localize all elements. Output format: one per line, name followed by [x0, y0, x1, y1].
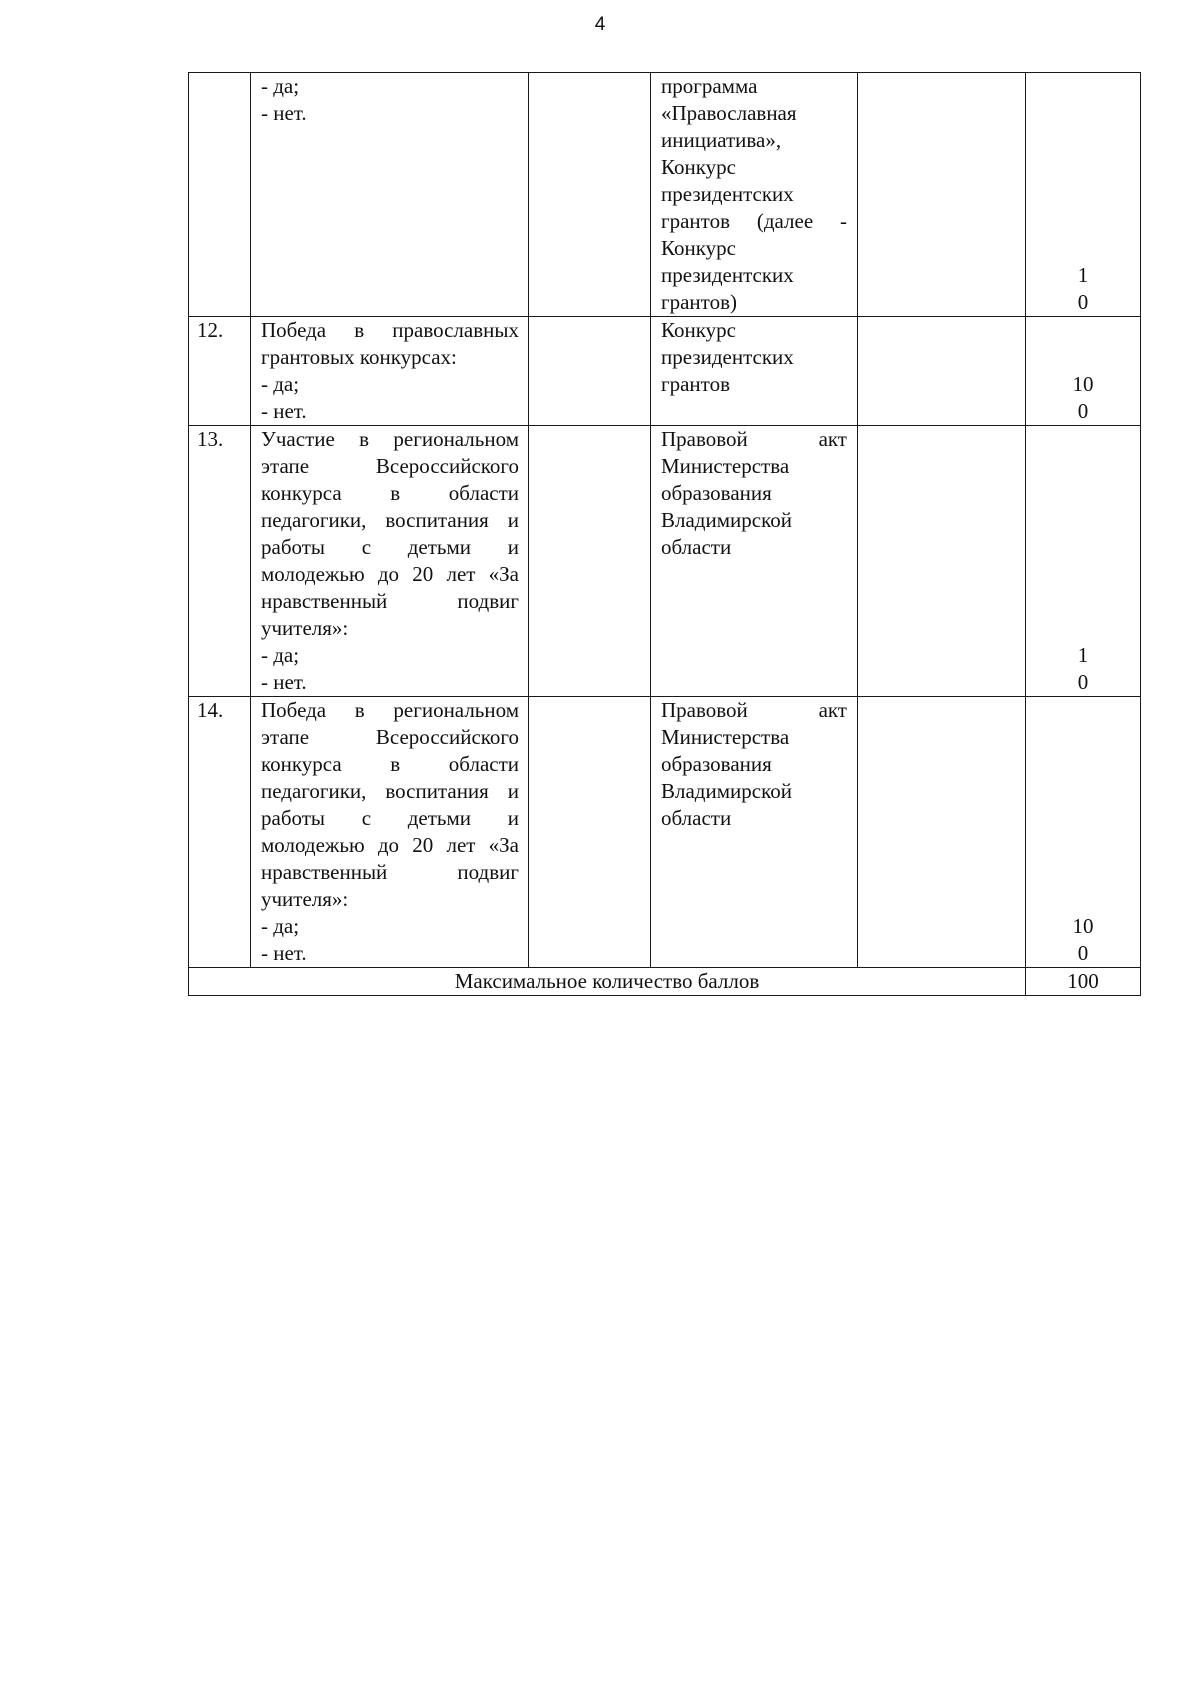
source-line: президентских — [661, 263, 794, 287]
criterion-source — [651, 73, 858, 317]
source-line: образования — [661, 481, 772, 505]
source-line: области — [661, 535, 732, 559]
score-no: 0 — [1077, 941, 1089, 965]
desc-line: нравственный подвиг — [261, 589, 519, 613]
source-line: Правовой акт — [661, 427, 847, 451]
table-row — [189, 697, 1141, 968]
empty-cell — [529, 697, 651, 968]
source-line: Правовой акт — [661, 698, 847, 722]
score-yes: 1 — [1077, 643, 1089, 667]
total-label: Максимальное количество баллов — [189, 968, 1026, 996]
desc-line: этапе Всероссийского — [261, 725, 519, 749]
score-yes: 1 — [1077, 263, 1089, 287]
score-no: 0 — [1077, 290, 1089, 314]
source-line: грантов — [661, 372, 730, 396]
desc-line: молодежью до 20 лет «За — [261, 562, 519, 586]
empty-cell — [858, 697, 1026, 968]
source-line: Конкурс — [661, 318, 736, 342]
source-line: области — [661, 806, 732, 830]
source-line: Владимирской — [661, 508, 792, 532]
total-value: 100 — [1026, 968, 1141, 996]
total-row — [189, 968, 1141, 996]
page-number: 4 — [594, 14, 606, 35]
row-number: 13. — [189, 426, 251, 697]
desc-line: нравственный подвиг — [261, 860, 519, 884]
source-line: программа — [661, 74, 758, 98]
desc-line: - нет. — [261, 670, 307, 694]
source-line: грантов) — [661, 290, 737, 314]
criterion-description — [251, 426, 529, 697]
desc-line: Победа в православных — [261, 318, 519, 342]
criterion-description — [251, 317, 529, 426]
table-row — [189, 426, 1141, 697]
empty-cell — [529, 317, 651, 426]
source-line: грантов (далее - — [661, 209, 847, 233]
desc-line: учителя»: — [261, 616, 349, 640]
desc-line: - нет. — [261, 941, 307, 965]
score-cell — [1026, 317, 1141, 426]
criteria-table — [188, 72, 1141, 996]
desc-line: работы с детьми и — [261, 806, 519, 830]
desc-line: грантовых конкурсах: — [261, 345, 457, 369]
desc-line: - нет. — [261, 399, 307, 423]
empty-cell — [858, 426, 1026, 697]
source-line: Министерства — [661, 454, 790, 478]
desc-line: конкурса в области — [261, 752, 519, 776]
desc-line: - да; — [261, 914, 300, 938]
source-line: Конкурс — [661, 236, 736, 260]
desc-line: молодежью до 20 лет «За — [261, 833, 519, 857]
source-line: Министерства — [661, 725, 790, 749]
score-yes: 10 — [1072, 372, 1094, 396]
row-number: 12. — [189, 317, 251, 426]
source-line: президентских — [661, 345, 794, 369]
source-line: президентских — [661, 182, 794, 206]
desc-line: учителя»: — [261, 887, 349, 911]
row-number — [189, 73, 251, 317]
desc-line: - да; — [261, 372, 300, 396]
criterion-description — [251, 697, 529, 968]
row-number: 14. — [189, 697, 251, 968]
source-line: Владимирской — [661, 779, 792, 803]
desc-line: конкурса в области — [261, 481, 519, 505]
desc-line: педагогики, воспитания и — [261, 508, 519, 532]
criterion-source — [651, 317, 858, 426]
desc-line: - да; — [261, 643, 300, 667]
desc-line: работы с детьми и — [261, 535, 519, 559]
empty-cell — [858, 317, 1026, 426]
source-line: Конкурс — [661, 155, 736, 179]
table-row — [189, 317, 1141, 426]
desc-line: Победа в региональном — [261, 698, 519, 722]
empty-cell — [858, 73, 1026, 317]
source-line: инициатива», — [661, 128, 782, 152]
desc-line: - нет. — [261, 101, 307, 125]
source-line: образования — [661, 752, 772, 776]
score-yes: 10 — [1072, 914, 1094, 938]
score-cell — [1026, 426, 1141, 697]
score-cell — [1026, 697, 1141, 968]
table-row — [189, 73, 1141, 317]
desc-line: педагогики, воспитания и — [261, 779, 519, 803]
desc-line: Участие в региональном — [261, 427, 519, 451]
desc-line: этапе Всероссийского — [261, 454, 519, 478]
criterion-source — [651, 697, 858, 968]
empty-cell — [529, 426, 651, 697]
score-no: 0 — [1077, 670, 1089, 694]
score-cell — [1026, 73, 1141, 317]
source-line: «Православная — [661, 101, 797, 125]
score-no: 0 — [1077, 399, 1089, 423]
criterion-description — [251, 73, 529, 317]
desc-line: - да; — [261, 74, 300, 98]
empty-cell — [529, 73, 651, 317]
criterion-source — [651, 426, 858, 697]
